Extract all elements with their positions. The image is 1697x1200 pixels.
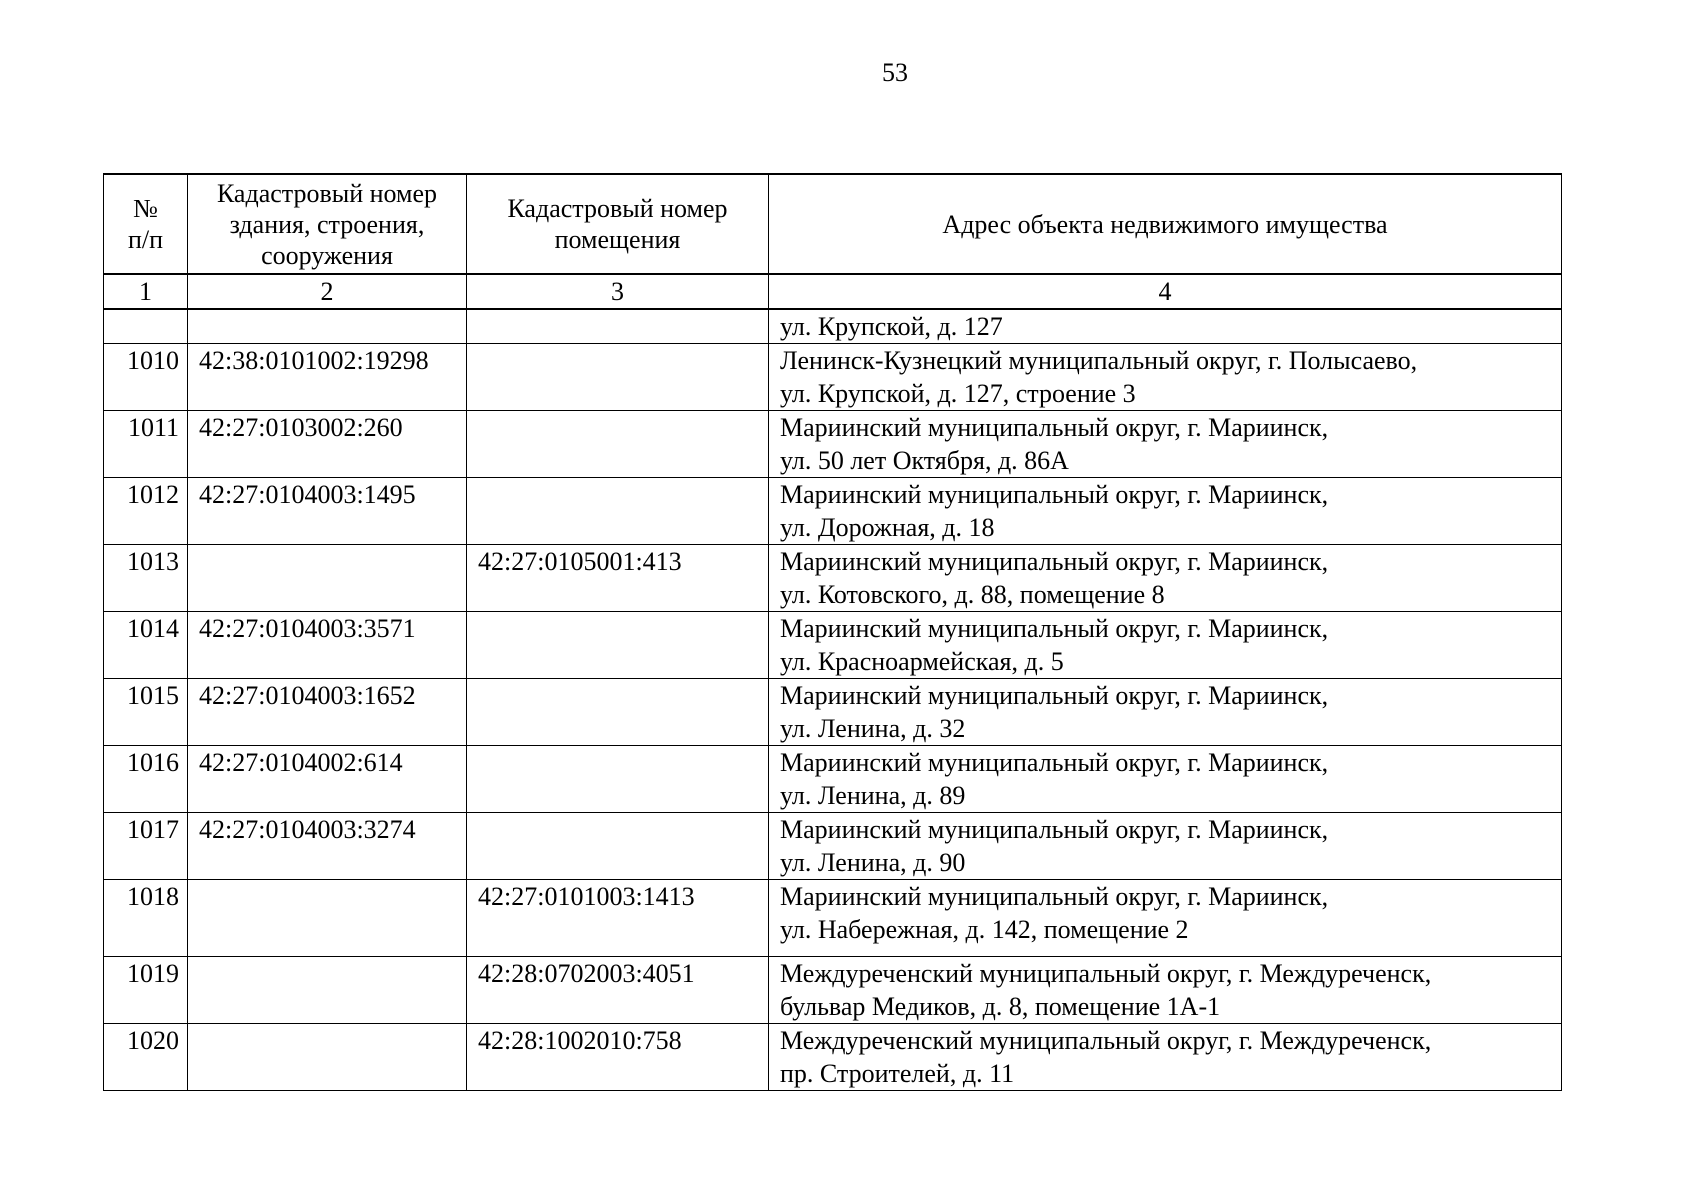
property-registry-table [103, 173, 1562, 1091]
address-line: Мариинский муниципальный округ, г. Мариинск, [780, 547, 1329, 576]
header-text: Кадастровый номер [216, 178, 438, 208]
address-line: ул. Дорожная, д. 18 [780, 513, 995, 542]
cell-premises-cadastral [467, 411, 769, 478]
table-row [104, 309, 1562, 344]
cell-address [769, 478, 1562, 545]
table-row [104, 478, 1562, 545]
address-line: Мариинский муниципальный округ, г. Мариинск, [780, 614, 1329, 643]
cell-address [769, 344, 1562, 411]
address-line: Мариинский муниципальный округ, г. Мариинск, [780, 882, 1329, 911]
table-row [104, 1024, 1562, 1091]
cell-building-cadastral [188, 957, 467, 1024]
cell-address [769, 545, 1562, 612]
cell-address [769, 813, 1562, 880]
address-line: ул. Ленина, д. 90 [780, 848, 966, 877]
address-line: Мариинский муниципальный округ, г. Мариинск, [780, 815, 1329, 844]
address-line: Междуреченский муниципальный округ, г. Междуреченск, [780, 959, 1432, 988]
table-row [104, 411, 1562, 478]
address-line: ул. Крупской, д. 127 [780, 312, 1003, 341]
cell-building-cadastral: 42:27:0104003:1652 [188, 679, 467, 746]
cell-building-cadastral: 42:38:0101002:19298 [188, 344, 467, 411]
column-number-row [104, 274, 1562, 309]
cell-address [769, 1024, 1562, 1091]
cell-premises-cadastral [467, 309, 769, 344]
cell-number [104, 309, 188, 344]
cell-building-cadastral: 42:27:0104002:614 [188, 746, 467, 813]
cell-premises-cadastral: 42:27:0101003:1413 [467, 880, 769, 957]
cell-building-cadastral [188, 880, 467, 957]
cell-address [769, 612, 1562, 679]
cell-premises-cadastral [467, 612, 769, 679]
cell-building-cadastral: 42:27:0104003:3274 [188, 813, 467, 880]
address-line: бульвар Медиков, д. 8, помещение 1А-1 [780, 992, 1221, 1021]
cell-number: 1013 [104, 545, 188, 612]
column-number: 4 [769, 274, 1562, 309]
column-number: 2 [188, 274, 467, 309]
address-line: ул. Красноармейская, д. 5 [780, 647, 1064, 676]
column-number: 1 [104, 274, 188, 309]
table-row [104, 813, 1562, 880]
address-line: Мариинский муниципальный округ, г. Мариинск, [780, 413, 1329, 442]
address-line: Мариинский муниципальный округ, г. Мариинск, [780, 748, 1329, 777]
table-row [104, 679, 1562, 746]
cell-address [769, 746, 1562, 813]
column-number: 3 [467, 274, 769, 309]
cell-number: 1018 [104, 880, 188, 957]
cell-number: 1015 [104, 679, 188, 746]
cell-number: 1012 [104, 478, 188, 545]
address-line: Мариинский муниципальный округ, г. Мариинск, [780, 480, 1329, 509]
address-line: Междуреченский муниципальный округ, г. Междуреченск, [780, 1026, 1432, 1055]
cell-premises-cadastral [467, 813, 769, 880]
cell-premises-cadastral: 42:27:0105001:413 [467, 545, 769, 612]
header-text: Кадастровый номер [507, 194, 728, 223]
address-line: ул. Крупской, д. 127, строение 3 [780, 379, 1136, 408]
table-row [104, 880, 1562, 957]
cell-building-cadastral [188, 309, 467, 344]
address-line: ул. 50 лет Октября, д. 86А [780, 446, 1069, 475]
header-text: п/п [127, 225, 164, 254]
table-row [104, 746, 1562, 813]
address-line: пр. Строителей, д. 11 [780, 1059, 1015, 1088]
address-line: Ленинск-Кузнецкий муниципальный округ, г. Полысаево, [780, 346, 1418, 375]
cell-building-cadastral [188, 545, 467, 612]
cell-building-cadastral: 42:27:0103002:260 [188, 411, 467, 478]
cell-number: 1014 [104, 612, 188, 679]
table-row [104, 344, 1562, 411]
header-text: здания, строения, [229, 209, 425, 239]
table-row [104, 545, 1562, 612]
cell-building-cadastral [188, 1024, 467, 1091]
table-row [104, 612, 1562, 679]
header-col-premises-cadastral [467, 174, 769, 274]
address-line: ул. Набережная, д. 142, помещение 2 [780, 915, 1189, 944]
address-line: ул. Ленина, д. 89 [780, 781, 966, 810]
address-line: ул. Ленина, д. 32 [780, 714, 966, 743]
header-col-number [104, 174, 188, 274]
header-col-address [769, 174, 1562, 274]
cell-premises-cadastral: 42:28:0702003:4051 [467, 957, 769, 1024]
cell-premises-cadastral [467, 478, 769, 545]
header-text: № [133, 194, 158, 223]
header-col-building-cadastral [188, 174, 467, 274]
cell-number: 1019 [104, 957, 188, 1024]
cell-number: 1011 [104, 411, 188, 478]
cell-address [769, 679, 1562, 746]
cell-address [769, 309, 1562, 344]
cell-building-cadastral: 42:27:0104003:1495 [188, 478, 467, 545]
cell-number: 1010 [104, 344, 188, 411]
page-number: 53 [882, 58, 908, 87]
cell-address [769, 880, 1562, 957]
header-text: помещения [554, 225, 681, 254]
cell-address [769, 411, 1562, 478]
header-row [104, 174, 1562, 274]
header-text: Адрес объекта недвижимого имущества [942, 209, 1388, 239]
cell-number: 1020 [104, 1024, 188, 1091]
table-row [104, 957, 1562, 1024]
cell-number: 1016 [104, 746, 188, 813]
cell-address [769, 957, 1562, 1024]
cell-number: 1017 [104, 813, 188, 880]
address-line: Мариинский муниципальный округ, г. Мариинск, [780, 681, 1329, 710]
cell-premises-cadastral [467, 679, 769, 746]
header-text: сооружения [261, 240, 393, 270]
cell-premises-cadastral: 42:28:1002010:758 [467, 1024, 769, 1091]
cell-premises-cadastral [467, 746, 769, 813]
address-line: ул. Котовского, д. 88, помещение 8 [780, 580, 1165, 609]
cell-building-cadastral: 42:27:0104003:3571 [188, 612, 467, 679]
cell-premises-cadastral [467, 344, 769, 411]
